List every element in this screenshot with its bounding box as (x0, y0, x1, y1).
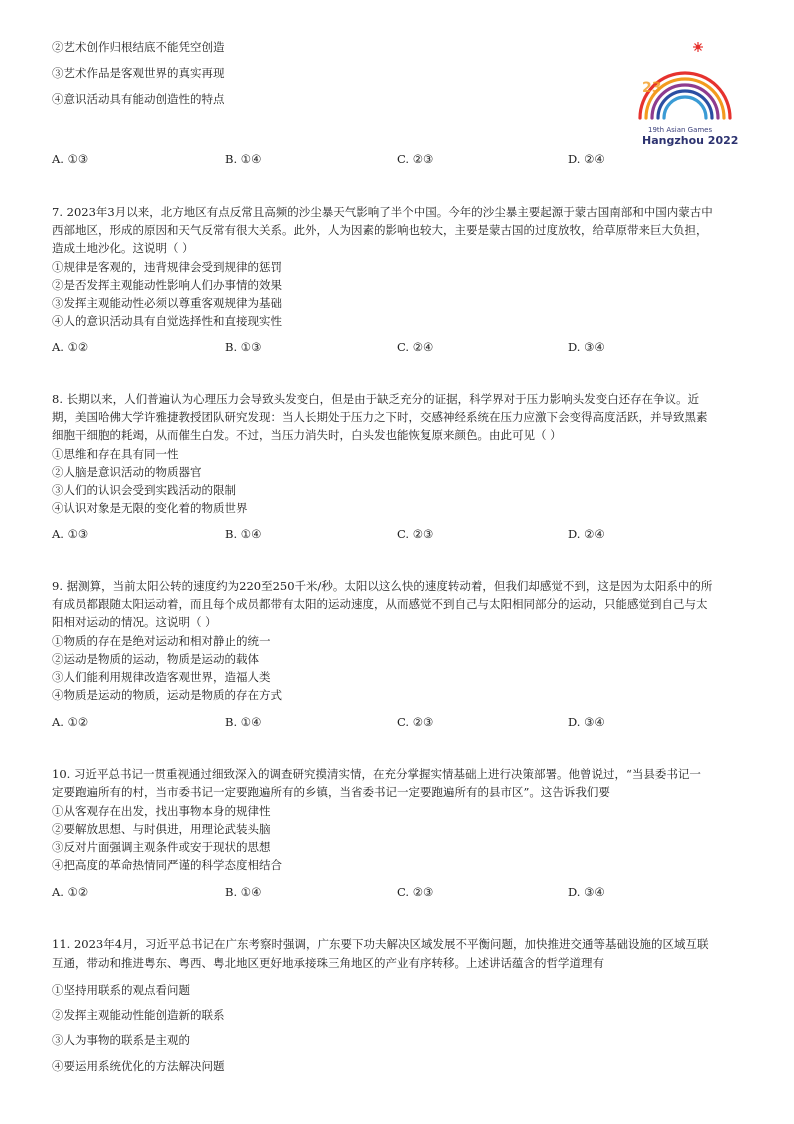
q6-choice-a: A. ①③ (52, 152, 89, 166)
q8-choice-b: B. ①④ (225, 527, 262, 541)
q8-option-2: ②人脑是意识活动的物质器官 (52, 465, 202, 479)
q7-stem-line-3: 造成土地沙化。这说明（ ） (52, 241, 194, 255)
q7-option-3: ③发挥主观能动性必须以尊重客观规律为基础 (52, 296, 282, 310)
q6-choice-c: C. ②③ (397, 152, 434, 166)
q10-choice-d: D. ③④ (568, 885, 605, 899)
q7-choice-a: A. ①② (52, 340, 89, 354)
q7-choice-c: C. ②④ (397, 340, 434, 354)
q7-choice-d: D. ③④ (568, 340, 605, 354)
q10-option-3: ③反对片面强调主观条件或安于现状的思想 (52, 840, 271, 854)
q10-option-1: ①从客观存在出发，找出事物本身的规律性 (52, 804, 271, 818)
q10-option-2: ②要解放思想、与时俱进，用理论武装头脑 (52, 822, 271, 836)
q10-stem-line-1: 10. 习近平总书记一贯重视通过细致深入的调查研究摸清实情，在充分掌握实情基础上进行决策部署。他曾说过，“当县委书记一 (52, 767, 701, 781)
q9-choice-a: A. ①② (52, 715, 89, 729)
q9-choice-d: D. ③④ (568, 715, 605, 729)
q7-stem-line-2: 西部地区，形成的原因和天气反常有很大关系。此外，人为因素的影响也较大，主要是蒙古国的过度放牧，给草原带来巨大负担， (52, 223, 708, 237)
q11-option-3: ③人为事物的联系是主观的 (52, 1033, 190, 1047)
q9-choice-b: B. ①④ (225, 715, 262, 729)
q7-option-4: ④人的意识活动具有自觉选择性和直接现实性 (52, 314, 282, 328)
q11-option-2: ②发挥主观能动性能创造新的联系 (52, 1008, 225, 1022)
q10-stem-line-2: 定要跑遍所有的村，当市委书记一定要跑遍所有的乡镇，当省委书记一定要跑遍所有的县市区”。这告诉我们要 (52, 785, 610, 799)
q9-stem-line-2: 有成员都跟随太阳运动着，而且每个成员都带有太阳的运动速度，从而感觉不到自己与太阳相同部分的运动，只能感觉到自己与太 (52, 597, 708, 611)
q8-stem-line-1: 8. 长期以来，人们普遍认为心理压力会导致头发变白，但是由于缺乏充分的证据，科学界对于压力影响头发变白还存在争议。近 (52, 392, 700, 406)
q8-option-3: ③人们的认识会受到实践活动的限制 (52, 483, 236, 497)
q11-stem-line-2: 互通，带动和推进粤东、粤西、粤北地区更好地承接珠三角地区的产业有序转移。上述讲话蕴含的哲学道理有 (52, 956, 604, 970)
q10-choice-a: A. ①② (52, 885, 89, 899)
q9-stem-line-1: 9. 据测算，当前太阳公转的速度约为220至250千米/秒。太阳以这么快的速度转动着，但我们却感觉不到，这是因为太阳系中的所 (52, 579, 713, 593)
svg-text:23: 23 (642, 80, 662, 96)
q10-choice-c: C. ②③ (397, 885, 434, 899)
q7-stem-line-1: 7. 2023年3月以来，北方地区有点反常且高频的沙尘暴天气影响了半个中国。今年的沙尘暴主要起源于蒙古国南部和中国内蒙古中 (52, 205, 713, 219)
q9-option-1: ①物质的存在是绝对运动和相对静止的统一 (52, 634, 271, 648)
q9-stem-line-3: 阳相对运动的情况。这说明（ ） (52, 615, 217, 629)
q8-choice-d: D. ②④ (568, 527, 605, 541)
q8-option-4: ④认识对象是无限的变化着的物质世界 (52, 501, 248, 515)
q11-stem-line-1: 11. 2023年4月，习近平总书记在广东考察时强调，广东要下功夫解决区域发展不平衡问题，加快推进交通等基础设施的区域互联 (52, 937, 709, 951)
q6-choice-b: B. ①④ (225, 152, 262, 166)
logo-line-2: Hangzhou 2022 (642, 134, 739, 147)
q11-option-1: ①坚持用联系的观点看问题 (52, 983, 190, 997)
q9-option-4: ④物质是运动的物质，运动是物质的存在方式 (52, 688, 282, 702)
q8-stem-line-2: 期，美国哈佛大学许雅捷教授团队研究发现：当人长期处于压力之下时，交感神经系统在压力应激下会变得高度活跃，并导致黑素 (52, 410, 708, 424)
q6-option-3: ③艺术作品是客观世界的真实再现 (52, 66, 225, 80)
q9-option-2: ②运动是物质的运动，物质是运动的载体 (52, 652, 259, 666)
q8-choice-a: A. ①③ (52, 527, 89, 541)
q9-option-3: ③人们能利用规律改造客观世界，造福人类 (52, 670, 271, 684)
q7-option-2: ②是否发挥主观能动性影响人们办事情的效果 (52, 278, 282, 292)
q6-option-2: ②艺术创作归根结底不能凭空创造 (52, 40, 225, 54)
q8-choice-c: C. ②③ (397, 527, 434, 541)
q9-choice-c: C. ②③ (397, 715, 434, 729)
q8-option-1: ①思维和存在具有同一性 (52, 447, 179, 461)
q7-choice-b: B. ①③ (225, 340, 262, 354)
q10-choice-b: B. ①④ (225, 885, 262, 899)
q11-option-4: ④要运用系统优化的方法解决问题 (52, 1059, 225, 1073)
q6-option-4: ④意识活动具有能动创造性的特点 (52, 92, 225, 106)
q6-choice-d: D. ②④ (568, 152, 605, 166)
logo-line-1: 19th Asian Games (648, 126, 713, 134)
q8-stem-line-3: 细胞干细胞的耗竭，从而催生白发。不过，当压力消失时，白头发也能恢复原来颜色。由此可见（ ） (52, 428, 562, 442)
q7-option-1: ①规律是客观的，违背规律会受到规律的惩罚 (52, 260, 282, 274)
q10-option-4: ④把高度的革命热情同严谨的科学态度相结合 (52, 858, 282, 872)
